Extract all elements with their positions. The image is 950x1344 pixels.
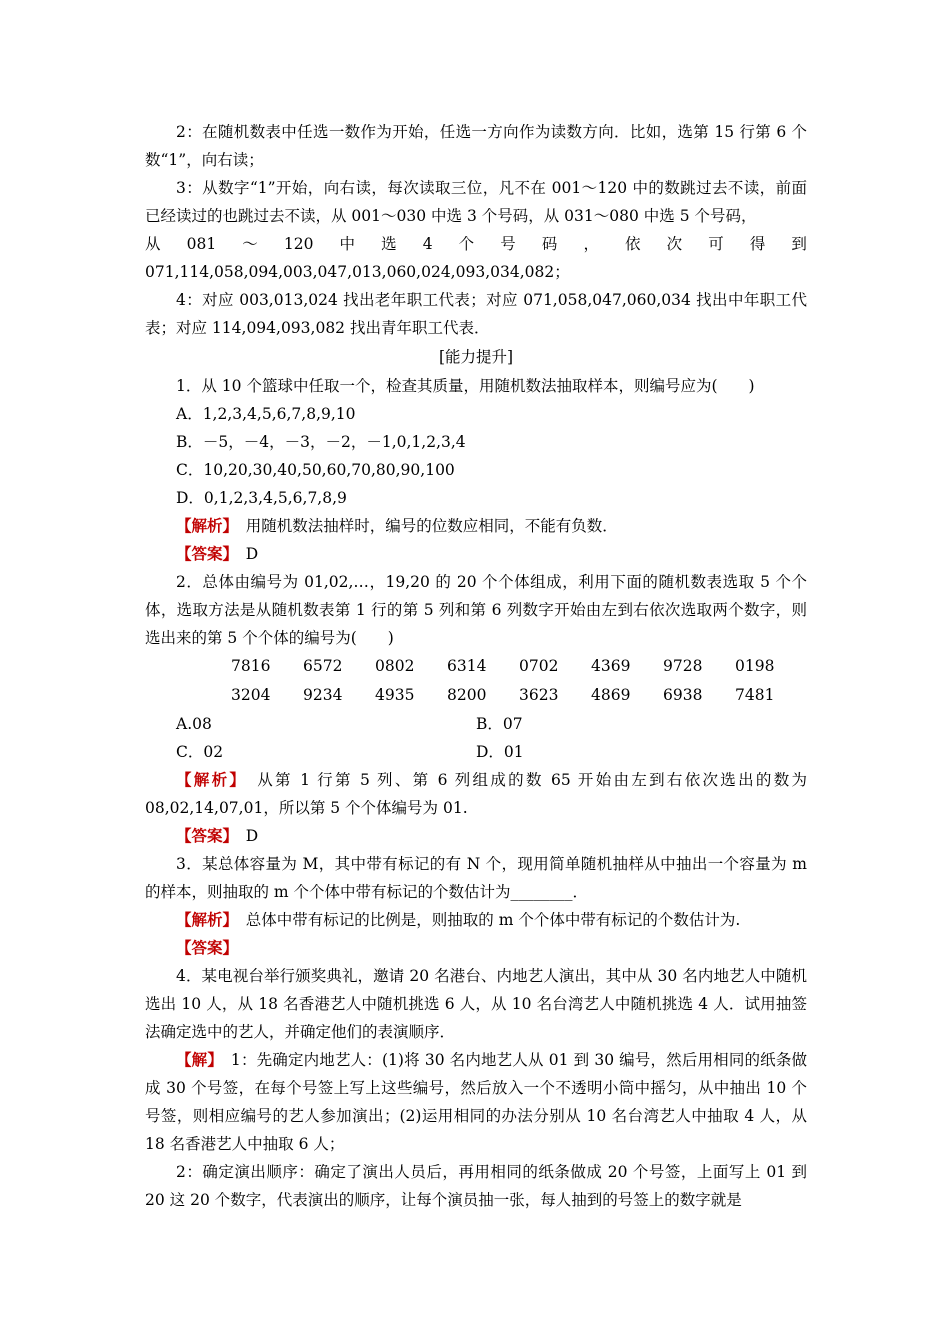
q2-option-b: B．07 (476, 715, 523, 733)
table-cell: 7481 (735, 686, 775, 704)
q2-analysis-text: 从第 1 行第 5 列、第 6 列组成的数 65 开始由左到右依次选出的数为 08,02,14,07,01，所以第 5 个个体编号为 01. (145, 771, 807, 817)
q3-analysis-text: 总体中带有标记的比例是，则抽取的 m 个个体中带有标记的个数估计为. (230, 911, 741, 929)
spread-token: 得 (749, 235, 766, 253)
random-table-row-2 (145, 681, 807, 710)
table-cell: 0198 (735, 657, 775, 675)
spread-token: 从 (145, 235, 161, 253)
q1-answer-text: D (230, 545, 259, 563)
q2-option-c: C．02 (176, 743, 224, 761)
spread-token: 码 (541, 235, 558, 253)
q2-option-d: D．01 (476, 743, 524, 761)
step-3-spread-line (145, 230, 807, 258)
analysis-tag: 【解析】 (176, 516, 231, 535)
step-4-text: 4：对应 003,013,024 找出老年职工代表；对应 071,058,047,060,034 找出中年职工代表；对应 114,094,093,082 找出青年职工代表． (145, 291, 807, 337)
q3-stem: 3．某总体容量为 M，其中带有标记的有 N 个，现用简单随机抽样从中抽出一个容量为 m 的样本，则抽取的 m 个个体中带有标记的个数估计为________． (145, 855, 807, 901)
document-body (145, 118, 807, 1214)
table-cell: 8200 (447, 686, 487, 704)
answer-tag: 【答案】 (176, 544, 231, 563)
step-2-text: 2：在随机数表中任选一数作为开始，任选一方向作为读数方向．比如，选第 15 行第 6 个数“1”，向右读； (145, 123, 807, 169)
spread-token: 4 (422, 235, 433, 253)
q1-analysis (145, 512, 807, 540)
table-cell: 0702 (519, 657, 559, 675)
section-title: [能力提升] (438, 348, 514, 366)
table-cell: 9234 (303, 686, 343, 704)
table-cell: 0802 (375, 657, 415, 675)
q2-answer-text: D (230, 827, 259, 845)
q2-stem: 2．总体由编号为 01,02,…，19,20 的 20 个个体组成，利用下面的随机数表选取 5 个个体，选取方法是从随机数表第 1 行的第 5 列和第 6 列数字开始由左到右依次选取两个数字，则选出来的第 5 个个体的编号为( ) (145, 573, 807, 647)
q1-option-d: D．0,1,2,3,4,5,6,7,8,9 (176, 489, 347, 507)
spread-token: 选 (381, 235, 397, 253)
spread-token: 次 (666, 235, 683, 253)
spread-token: 依 (625, 235, 641, 253)
spread-token: 120 (283, 235, 314, 253)
analysis-tag: 【解析】 (176, 770, 240, 789)
step-3-numbers: 071,114,058,094,003,047,013,060,024,093,034,082； (145, 263, 570, 281)
table-cell: 7816 (231, 657, 271, 675)
q1-stem: 1．从 10 个篮球中任取一个，检查其质量，用随机数法抽取样本，则编号应为( ) (176, 377, 755, 395)
q2-analysis (145, 766, 807, 822)
q4-step-2: 2：确定演出顺序：确定了演出人员后，再用相同的纸条做成 20 个号签，上面写上 01 到 20 这 20 个数字，代表演出的顺序，让每个演员抽一张，每人抽到的号签上的数字就是 (145, 1163, 807, 1209)
q2-options-row-2 (145, 738, 807, 766)
random-table-row-1 (145, 652, 807, 681)
table-cell: 6938 (663, 686, 703, 704)
solution-tag: 【解】 (176, 1050, 216, 1069)
analysis-tag: 【解析】 (176, 910, 231, 929)
table-cell: 6314 (447, 657, 487, 675)
step-3-text: 3：从数字“1”开始，向右读，每次读取三位，凡不在 001～120 中的数跳过去不读，前面已经读过的也跳过去不读，从 001～030 中选 3 个号码，从 031～080 中选 5 个号码， (145, 179, 807, 225)
spread-token: 到 (791, 235, 807, 253)
spread-token: 中 (339, 235, 356, 253)
table-cell: 3204 (231, 686, 271, 704)
q4-solution (145, 1046, 807, 1158)
answer-tag: 【答案】 (176, 938, 239, 957)
q1-option-a: A．1,2,3,4,5,6,7,8,9,10 (176, 405, 356, 423)
q3-analysis (145, 906, 807, 934)
table-cell: 6572 (303, 657, 343, 675)
q2-options-row-1 (145, 710, 807, 738)
spread-token: 号 (500, 235, 516, 253)
q1-answer (145, 540, 807, 568)
q3-answer (145, 934, 807, 962)
q4-stem: 4．某电视台举行颁奖典礼，邀请 20 名港台、内地艺人演出，其中从 30 名内地艺人中随机选出 10 人，从 18 名香港艺人中随机挑选 6 人，从 10 名台湾艺人中随机挑选 4 人．试用抽签法确定选中的艺人，并确定他们的表演顺序． (145, 967, 807, 1041)
spread-token: ， (583, 235, 599, 253)
q2-answer (145, 822, 807, 850)
table-cell: 3623 (519, 686, 559, 704)
answer-tag: 【答案】 (176, 826, 231, 845)
spread-token: 可 (708, 235, 724, 253)
spread-token: ～ (242, 235, 258, 253)
table-cell: 9728 (663, 657, 703, 675)
q1-option-c: C．10,20,30,40,50,60,70,80,90,100 (176, 461, 455, 479)
q1-option-b: B．－5，－4，－3，－2，－1,0,1,2,3,4 (176, 433, 466, 451)
table-cell: 4369 (591, 657, 631, 675)
q1-analysis-text: 用随机数法抽样时，编号的位数应相同，不能有负数． (230, 517, 618, 535)
spread-token: 个 (458, 235, 475, 253)
q2-option-a: A.08 (176, 715, 212, 733)
table-cell: 4935 (375, 686, 415, 704)
table-cell: 4869 (591, 686, 631, 704)
spread-token: 081 (186, 235, 217, 253)
q4-solution-text: 1：先确定内地艺人：(1)将 30 名内地艺人从 01 到 30 编号，然后用相同的纸条做成 30 个号签，在每个号签上写上这些编号，然后放入一个不透明小筒中摇匀，从中抽出 10 个号签，则相应编号的艺人参加演出；(2)运用相同的办法分别从 10 名台湾艺人中抽取 4 人，从 18 名香港艺人中抽取 6 人； (145, 1051, 807, 1153)
